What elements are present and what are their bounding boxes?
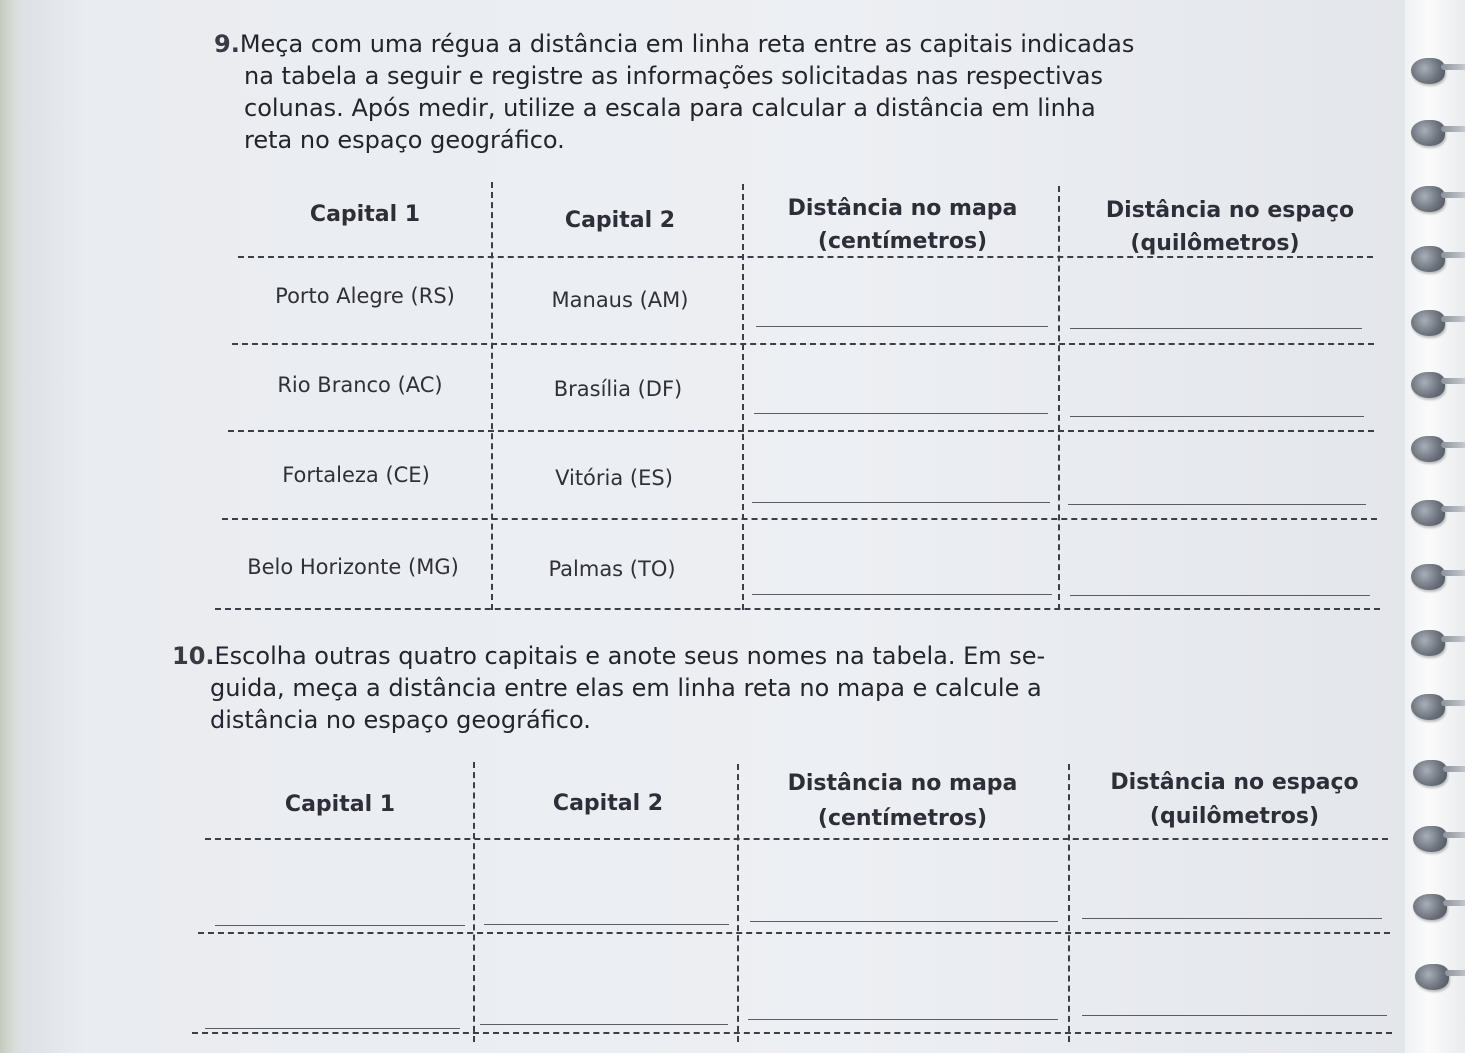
spiral-ring: [1411, 120, 1445, 146]
table-2-column-rule: [473, 762, 475, 1042]
table-1-header-rule: [238, 256, 1373, 258]
table-1-column-rule: [1058, 186, 1060, 610]
header-capital-2: Capital 2: [552, 791, 664, 816]
table-1-column-rule: [742, 184, 744, 610]
table-1-row-rule: [228, 430, 1374, 432]
table-1-row-3-map-distance-blank[interactable]: [752, 502, 1050, 503]
table-1-row-3-capital-2: Vitória (ES): [555, 466, 673, 490]
question-9-line-3: colunas. Após medir, utilize a escala para calcular a distância em linha: [244, 94, 1096, 122]
question-10-number: 10.: [172, 642, 215, 670]
spiral-ring: [1415, 964, 1449, 990]
header-capital-1: Capital 1: [284, 792, 396, 817]
table-2-row-rule: [198, 932, 1390, 934]
header-space-distance-title: Distância no espaço: [1105, 198, 1355, 223]
spiral-ring: [1411, 436, 1445, 462]
question-9-line-4: reta no espaço geográfico.: [244, 126, 565, 154]
question-10-line-3: distância no espaço geográfico.: [210, 706, 591, 734]
question-10-line-2: guida, meça a distância entre elas em linha reta no mapa e calcule a: [210, 674, 1042, 702]
table-1-row-3-space-distance-blank[interactable]: [1068, 504, 1366, 505]
table-2-row-2-map-distance-blank[interactable]: [748, 1019, 1058, 1020]
table-1-row-3-capital-1: Fortaleza (CE): [282, 463, 430, 487]
table-2-row-2-capital-1-blank[interactable]: [205, 1028, 460, 1029]
table-1-bottom-rule: [215, 608, 1380, 610]
header-map-distance-title: Distância no mapa: [787, 196, 1018, 221]
table-1-row-1-capital-2: Manaus (AM): [551, 288, 689, 312]
question-9-line-2: na tabela a seguir e registre as informações solicitadas nas respectivas: [244, 62, 1104, 90]
header-map-distance-unit: (centímetros): [817, 806, 988, 831]
spiral-ring: [1411, 310, 1445, 336]
spiral-ring: [1411, 694, 1445, 720]
table-1-column-rule: [491, 182, 493, 610]
spiral-ring: [1411, 630, 1445, 656]
header-map-distance-title: Distância no mapa: [787, 771, 1018, 796]
table-1-row-2-map-distance-blank[interactable]: [754, 413, 1048, 414]
header-map-distance-unit: (centímetros): [817, 229, 988, 254]
spiral-ring: [1413, 826, 1447, 852]
table-1-row-rule: [232, 343, 1374, 345]
table-1-row-4-space-distance-blank[interactable]: [1070, 595, 1370, 596]
page-edge-shadow: [0, 0, 22, 1053]
table-1-row-2-capital-2: Brasília (DF): [553, 377, 683, 401]
question-9: [214, 28, 1134, 156]
table-1-row-4-map-distance-blank[interactable]: [752, 594, 1052, 595]
question-10-line-1: 10.Escolha outras quatro capitais e anote seus nomes na tabela. Em se-: [172, 642, 1046, 670]
table-2-row-1-space-distance-blank[interactable]: [1082, 918, 1382, 919]
table-1-row-4-capital-1: Belo Horizonte (MG): [247, 555, 459, 579]
header-capital-2: Capital 2: [564, 208, 676, 233]
table-1-row-1-space-distance-blank[interactable]: [1070, 328, 1362, 329]
table-2-row-2-capital-2-blank[interactable]: [480, 1024, 728, 1025]
table-1-row-rule: [222, 518, 1377, 520]
table-1-row-2-space-distance-blank[interactable]: [1070, 416, 1364, 417]
question-9-line-1: 9.Meça com uma régua a distância em linha reta entre as capitais indicadas: [214, 30, 1135, 58]
spiral-ring: [1411, 372, 1445, 398]
table-2-column-rule: [737, 764, 739, 1042]
spiral-ring: [1413, 894, 1447, 920]
table-2-row-2-space-distance-blank[interactable]: [1082, 1015, 1387, 1016]
table-1-row-1-map-distance-blank[interactable]: [756, 326, 1048, 327]
table-1-row-2-capital-1: Rio Branco (AC): [277, 373, 443, 397]
spiral-binding: [1405, 0, 1465, 1053]
table-2-column-rule: [1068, 764, 1070, 1042]
table-2-bottom-rule: [192, 1032, 1392, 1034]
header-space-distance-unit: (quilômetros): [1130, 231, 1300, 256]
question-9-number: 9.: [214, 30, 240, 58]
table-2-row-1-capital-1-blank[interactable]: [215, 925, 465, 926]
spiral-ring: [1411, 500, 1445, 526]
table-2-row-1-capital-2-blank[interactable]: [484, 924, 729, 925]
spiral-ring: [1411, 246, 1445, 272]
table-1-row-4-capital-2: Palmas (TO): [548, 557, 676, 581]
spiral-ring: [1411, 186, 1445, 212]
spiral-ring: [1411, 58, 1445, 84]
header-space-distance-title: Distância no espaço: [1110, 770, 1359, 795]
question-10: [172, 640, 1045, 736]
spiral-ring: [1413, 760, 1447, 786]
table-1-row-1-capital-1: Porto Alegre (RS): [275, 284, 455, 308]
table-2-header-rule: [205, 838, 1388, 840]
table-2-row-1-map-distance-blank[interactable]: [750, 921, 1058, 922]
header-space-distance-unit: (quilômetros): [1149, 804, 1320, 829]
header-capital-1: Capital 1: [309, 202, 421, 227]
spiral-ring: [1411, 564, 1445, 590]
